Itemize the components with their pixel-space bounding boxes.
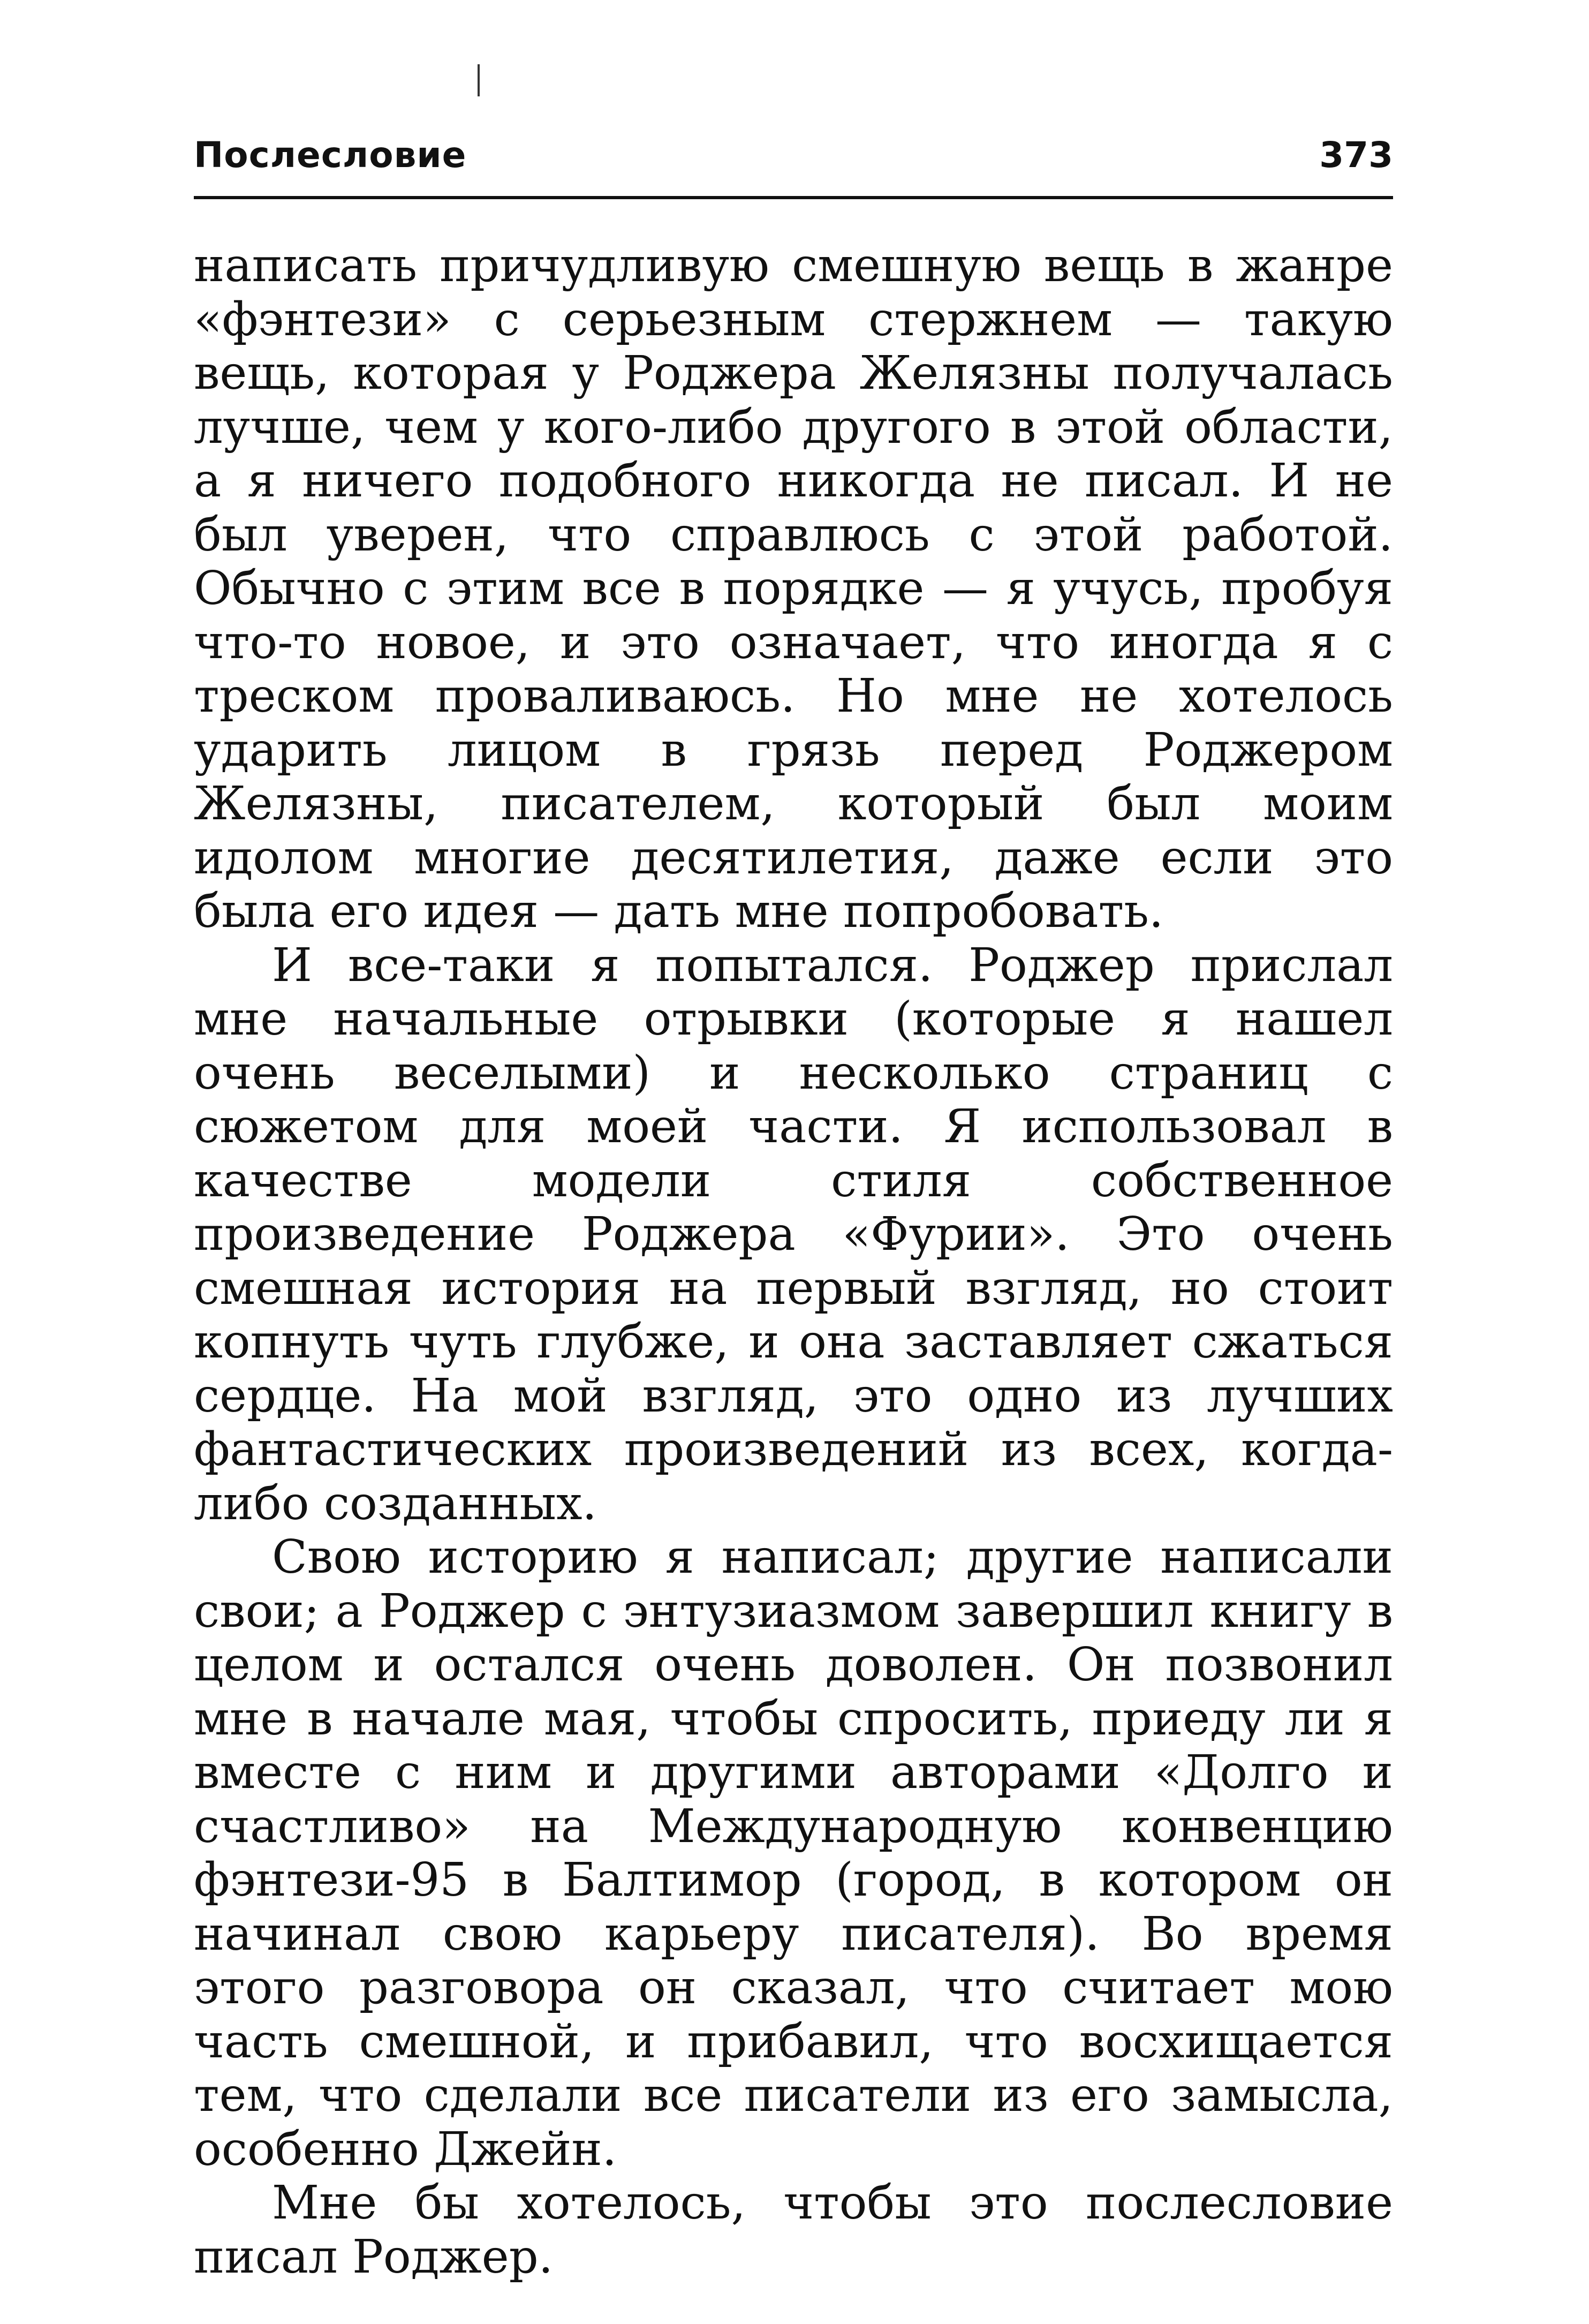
page-header [194, 129, 1393, 187]
paragraph: Мне бы хотелось, чтобы это послесловие писал Роджер. [194, 2176, 1393, 2284]
paragraph: Свою историю я написал; другие написали свои; а Роджер с энтузиазмом завершил книгу в целом и остался очень доволен. Он позвонил мне в начале мая, чтобы спросить, приеду ли я вместе с ним и другими авторами «Долго и счастливо» на Международную конвенцию фэнтези-95 в Балтимор (город, в котором он начинал свою карьеру писателя). Во время этого разговора он сказал, что считает мою часть смешной, и прибавил, что восхищается тем, что сделали все писатели из его замысла, особенно Джейн. [194, 1530, 1393, 2176]
paragraph-continued: написать причудливую смешную вещь в жанре «фэнтези» с серьезным стержнем — такую вещь, которая у Роджера Желязны получалась лучше, чем у кого-либо другого в этой области, а я ничего подобного никогда не писал. И не был уверен, что справлюсь с этой работой. Обычно с этим все в порядке — я учусь, пробуя что-то новое, и это означает, что иногда я с треском проваливаюсь. Но мне не хотелось ударить лицом в грязь перед Роджером Желязны, писателем, который был моим идолом многие десятилетия, даже если это была его идея — дать мне попробовать. [194, 239, 1393, 938]
page-number: 373 [1319, 134, 1393, 176]
paragraph: И все-таки я попытался. Роджер прислал мне начальные отрывки (которые я нашел очень веселыми) и несколько страниц с сюжетом для моей части. Я использовал в качестве модели стиля собственное произведение Роджера «Фурии». Это очень смешная история на первый взгляд, но стоит копнуть чуть глубже, и она заставляет сжаться сердце. На мой взгляд, это одно из лучших фантастических произведений из всех, когда-либо созданных. [194, 938, 1393, 1530]
header-rule [194, 196, 1393, 199]
body-text [194, 239, 1393, 2284]
scan-mark [478, 64, 480, 96]
running-title: Послесловие [194, 134, 467, 176]
